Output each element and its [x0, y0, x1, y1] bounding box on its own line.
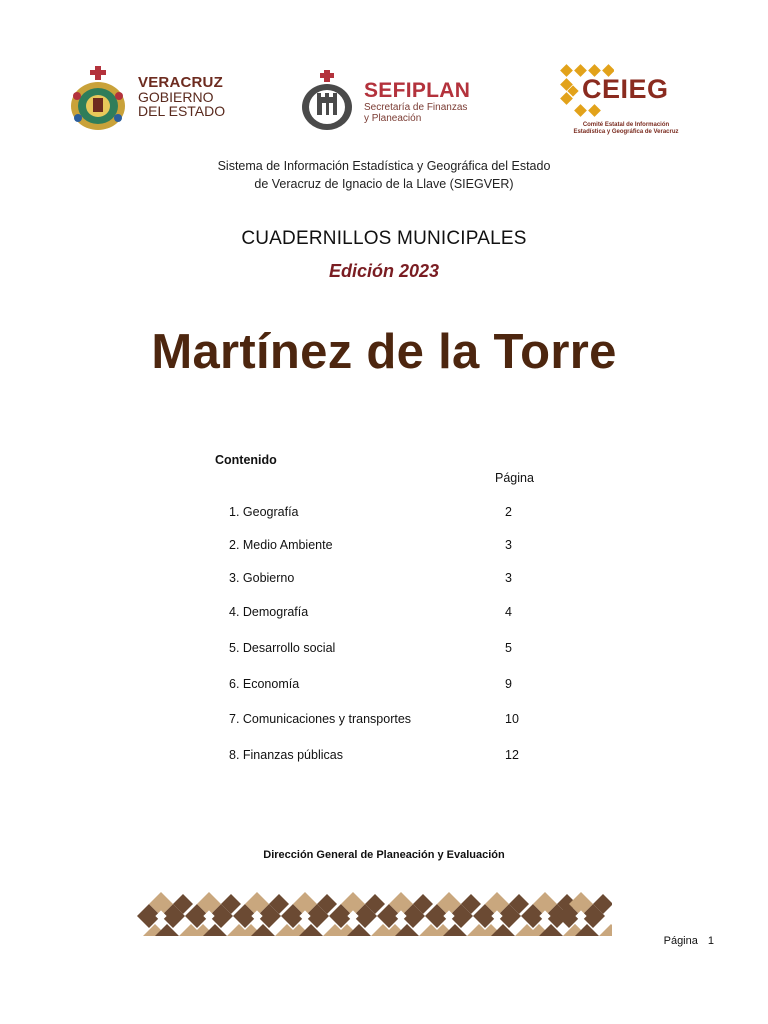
- ceieg-subtitle-line2: Estadística y Geográfica de Veracruz: [573, 129, 679, 135]
- veracruz-logo-line1: VERACRUZ: [138, 74, 223, 91]
- contents-heading: Contenido: [215, 453, 277, 467]
- toc-item-label: 8. Finanzas públicas: [229, 748, 343, 762]
- sefiplan-shield-icon: [300, 70, 354, 132]
- toc-item-label: 7. Comunicaciones y transportes: [229, 712, 412, 726]
- toc-item-page: 4: [505, 605, 512, 619]
- veracruz-logo-line3: DEL ESTADO: [138, 103, 226, 119]
- toc-item-label: 5. Desarrollo social: [229, 641, 336, 655]
- direction-label: Dirección General de Planeación y Evaluación: [263, 849, 505, 861]
- toc-item-medio-ambiente: [229, 538, 529, 558]
- sefiplan-line2: y Planeación: [364, 113, 422, 124]
- toc-item-label: 2. Medio Ambiente: [229, 538, 333, 552]
- sefiplan-name: SEFIPLAN: [364, 79, 471, 102]
- toc-item-label: 6. Economía: [229, 677, 300, 691]
- toc-item-page: 10: [505, 712, 519, 726]
- toc-item-geografia: [229, 505, 529, 525]
- municipality-title: Martínez de la Torre: [151, 325, 617, 379]
- series-title: CUADERNILLOS MUNICIPALES: [241, 228, 527, 249]
- toc-item-label: 1. Geografía: [229, 505, 299, 519]
- ceieg-subtitle-line1: Comité Estatal de Información: [582, 122, 670, 128]
- veracruz-shield-icon: [68, 66, 128, 132]
- contents-page-column-header: Página: [495, 471, 534, 485]
- toc-item-page: 5: [505, 641, 512, 655]
- veracruz-logo-line2: GOBIERNO: [138, 89, 214, 105]
- toc-item-label: 3. Gobierno: [229, 571, 295, 585]
- toc-item-label: 4. Demografía: [229, 605, 309, 619]
- toc-item-demografia: [229, 605, 529, 625]
- toc-item-page: 3: [505, 538, 512, 552]
- toc-item-gobierno: [229, 571, 529, 591]
- system-name-line1: Sistema de Información Estadística y Geográfica del Estado: [217, 159, 551, 173]
- toc-item-finanzas: [229, 748, 529, 768]
- toc-item-desarrollo-social: [229, 641, 529, 661]
- toc-item-comunicaciones: [229, 712, 529, 732]
- sefiplan-line1: Secretaría de Finanzas: [364, 102, 468, 113]
- ceieg-name: CEIEG: [582, 74, 669, 104]
- sefiplan-logo: [300, 70, 500, 134]
- toc-item-page: 3: [505, 571, 512, 585]
- ceieg-logo: [558, 62, 708, 140]
- veracruz-logo: [68, 66, 238, 134]
- toc-item-page: 12: [505, 748, 519, 762]
- edition-label: Edición 2023: [328, 261, 440, 281]
- ceieg-subtitle: [558, 122, 694, 136]
- toc-item-page: 2: [505, 505, 512, 519]
- toc-item-page: 9: [505, 677, 512, 691]
- page-number: [664, 935, 714, 947]
- page-number-label: Página: [663, 935, 698, 947]
- decorative-fret-pattern: [137, 886, 612, 936]
- system-name-line2: de Veracruz de Ignacio de la Llave (SIEGVER): [254, 177, 514, 191]
- toc-item-economia: [229, 677, 529, 697]
- page-number-value: 1: [707, 935, 714, 947]
